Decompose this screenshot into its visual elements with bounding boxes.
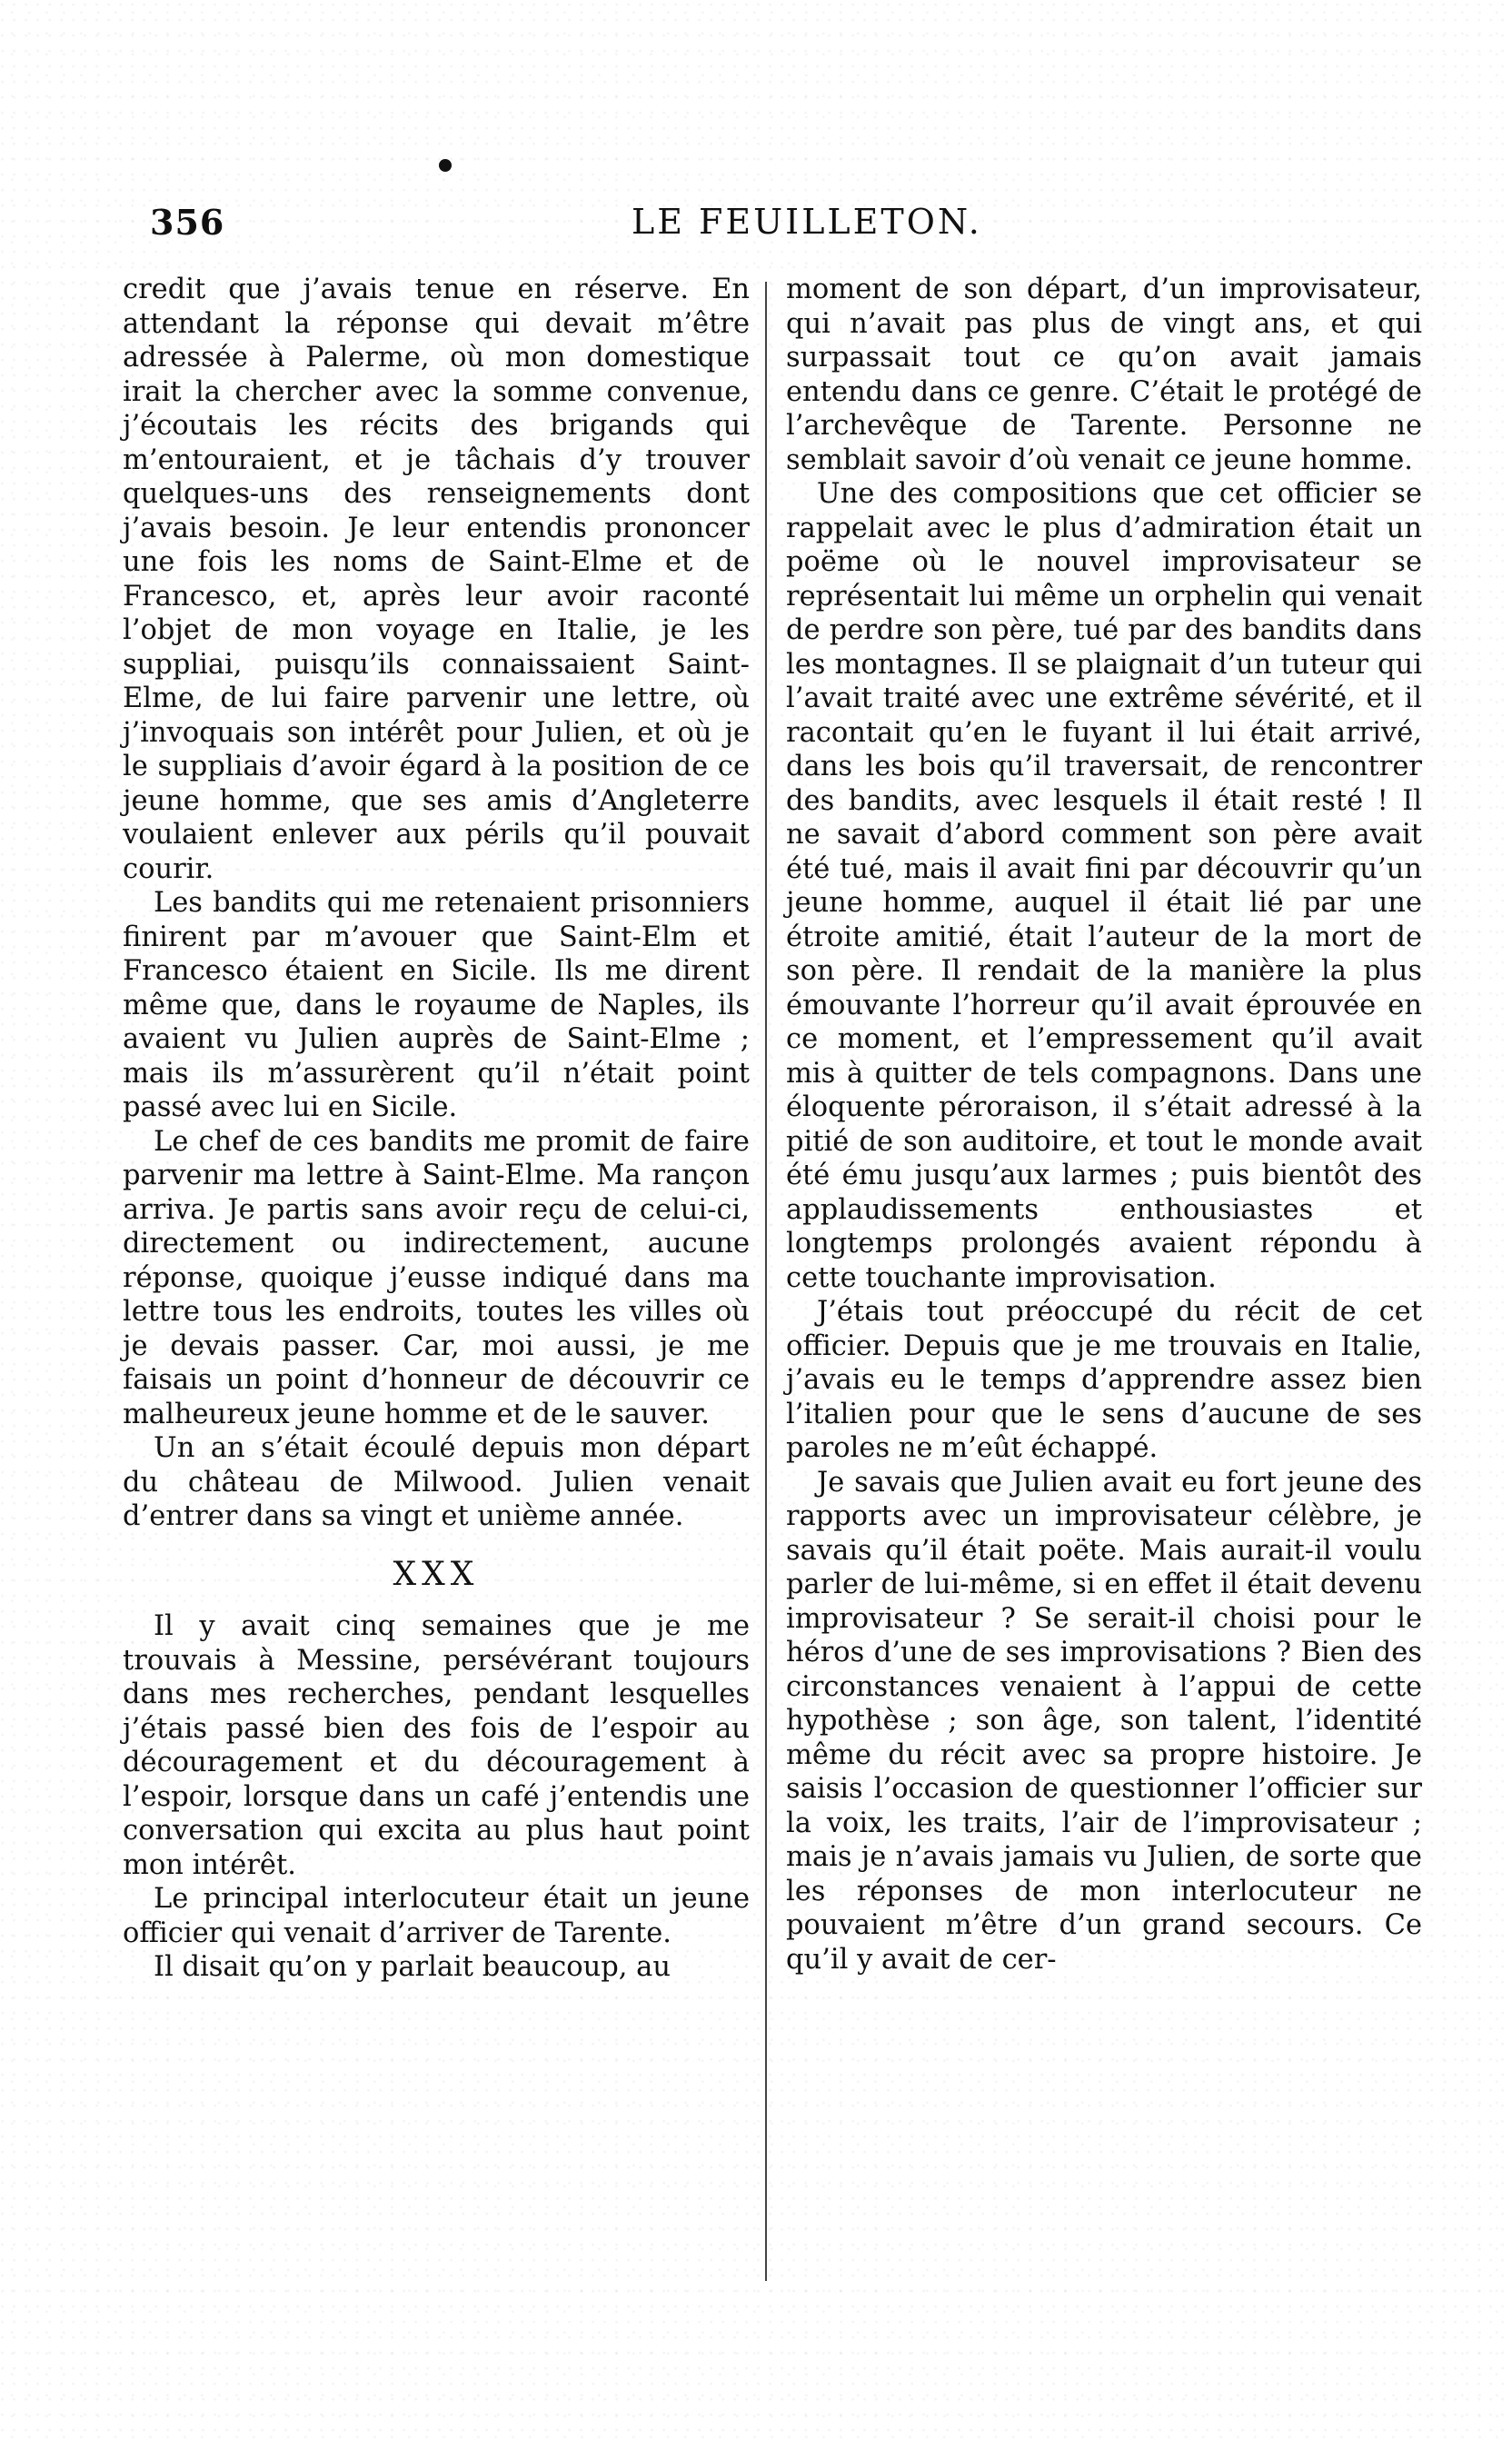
paragraph: Le chef de ces bandits me promit de faire parvenir ma lettre à Saint-Elme. Ma rançon arriva. Je partis sans avoir reçu de celui-ci, directement ou indirectement, aucune réponse, quoique j’eusse indiqué dans ma lettre tous les endroits, toutes les villes où je devais passer. Car, moi aussi, je me faisais un point d’honneur de découvrir ce malheureux jeune homme et de le sauver. (123, 1125, 750, 1430)
paragraph: moment de son départ, d’un improvisateur, qui n’avait pas plus de vingt ans, et qui surpassait tout ce qu’on avait jamais entendu dans ce genre. C’était le protégé de l’archevêque de Tarente. Personne ne semblait savoir d’où venait ce jeune homme. (786, 274, 1422, 476)
paragraph: Il y avait cinq semaines que je me trouvais à Messine, persévérant toujours dans mes recherches, pendant lesquelles j’étais passé bien des fois de l’espoir au découragement et du découragement à l’espoir, lorsque dans un café j’entendis une conversation qui excita au plus haut point mon intérêt. (123, 1610, 750, 1881)
paragraph: credit que j’avais tenue en réserve. En attendant la réponse qui devait m’être adressée à Palerme, où mon domestique irait la chercher avec la somme convenue, j’écoutais les récits des brigands qui m’entouraient, et je tâchais d’y trouver quelques-uns des renseignements dont j’avais besoin. Je leur entendis prononcer une fois les noms de Saint-Elme et de Francesco, et, après leur avoir raconté l’objet de mon voyage en Italie, je les suppliai, puisqu’ils connaissaient Saint-Elme, de lui faire parvenir une lettre, où j’invoquais son intérêt pour Julien, et où je le suppliais d’avoir égard à la position de ce jeune homme, que ses amis d’Angleterre voulaient enlever aux périls qu’il pouvait courir. (123, 274, 750, 885)
page-number: 356 (150, 202, 225, 243)
chapter-heading: XXX (393, 1555, 480, 1593)
paragraph: Les bandits qui me retenaient prisonniers finirent par m’avouer que Saint-Elm et Francesco étaient en Sicile. Ils me dirent même que, dans le royaume de Naples, ils avaient vu Julien auprès de Saint-Elme ; mais ils m’assurèrent qu’il n’était point passé avec lui en Sicile. (123, 887, 750, 1123)
paragraph: Une des compositions que cet officier se rappelait avec le plus d’admiration était un poëme où le nouvel improvisateur se représentait lui même un orphelin qui venait de perdre son père, tué par des bandits dans les montagnes. Il se plaignait d’un tuteur qui l’avait traité avec une extrême sévérité, et il racontait qu’en le fuyant il lui était arrivé, dans les bois qu’il traversait, de rencontrer des bandits, avec lesquels il était resté ! Il ne savait d’abord comment son père avait été tué, mais il avait fini par découvrir qu’un jeune homme, auquel il était lié par une étroite amitié, était l’auteur de la mort de son père. Il rendait de la manière la plus émouvante l’horreur qu’il avait éprouvée en ce moment, et l’empressement qu’il avait mis à quitter de tels compagnons. Dans une éloquente péroraison, il s’était adressé à la pitié de son auditoire, et tout le monde avait été ému jusqu’aux larmes ; puis bientôt des applaudissements enthousiastes et longtemps prolongés avaient répondu à cette touchante improvisation. (786, 478, 1422, 1294)
paragraph: Il disait qu’on y parlait beaucoup, au (154, 1951, 671, 1983)
paragraph: Un an s’était écoulé depuis mon départ du château de Milwood. Julien venait d’entrer dans sa vingt et unième année. (123, 1432, 750, 1532)
paragraph: Le principal interlocuteur était un jeune officier qui venait d’arriver de Tarente. (123, 1883, 750, 1949)
ink-spot-decoration (439, 159, 452, 172)
right-column (786, 273, 1422, 1977)
left-column (123, 273, 750, 1985)
paragraph: J’étais tout préoccupé du récit de cet officier. Depuis que je me trouvais en Italie, j’avais eu le temps d’apprendre assez bien l’italien pour que le sens d’aucune de ses paroles ne m’eût échappé. (786, 1296, 1422, 1464)
paragraph: Je savais que Julien avait eu fort jeune des rapports avec un improvisateur célèbre, je savais qu’il était poëte. Mais aurait-il voulu parler de lui-même, si en effet il était devenu improvisateur ? Se serait-il choisi pour le héros d’une de ses improvisations ? Bien des circonstances venaient à l’appui de cette hypothèse ; son âge, son talent, l’identité même du récit avec sa propre histoire. Je saisis l’occasion de questionner l’officier sur la voix, les traits, l’air de l’improvisateur ; mais je n’avais jamais vu Julien, de sorte que les réponses de mon interlocuteur ne pouvaient m’être d’un grand secours. Ce qu’il y avait de cer- (786, 1466, 1422, 1976)
page-header (150, 202, 1422, 256)
running-title: LE FEUILLETON. (632, 202, 982, 242)
column-divider (765, 282, 767, 2281)
